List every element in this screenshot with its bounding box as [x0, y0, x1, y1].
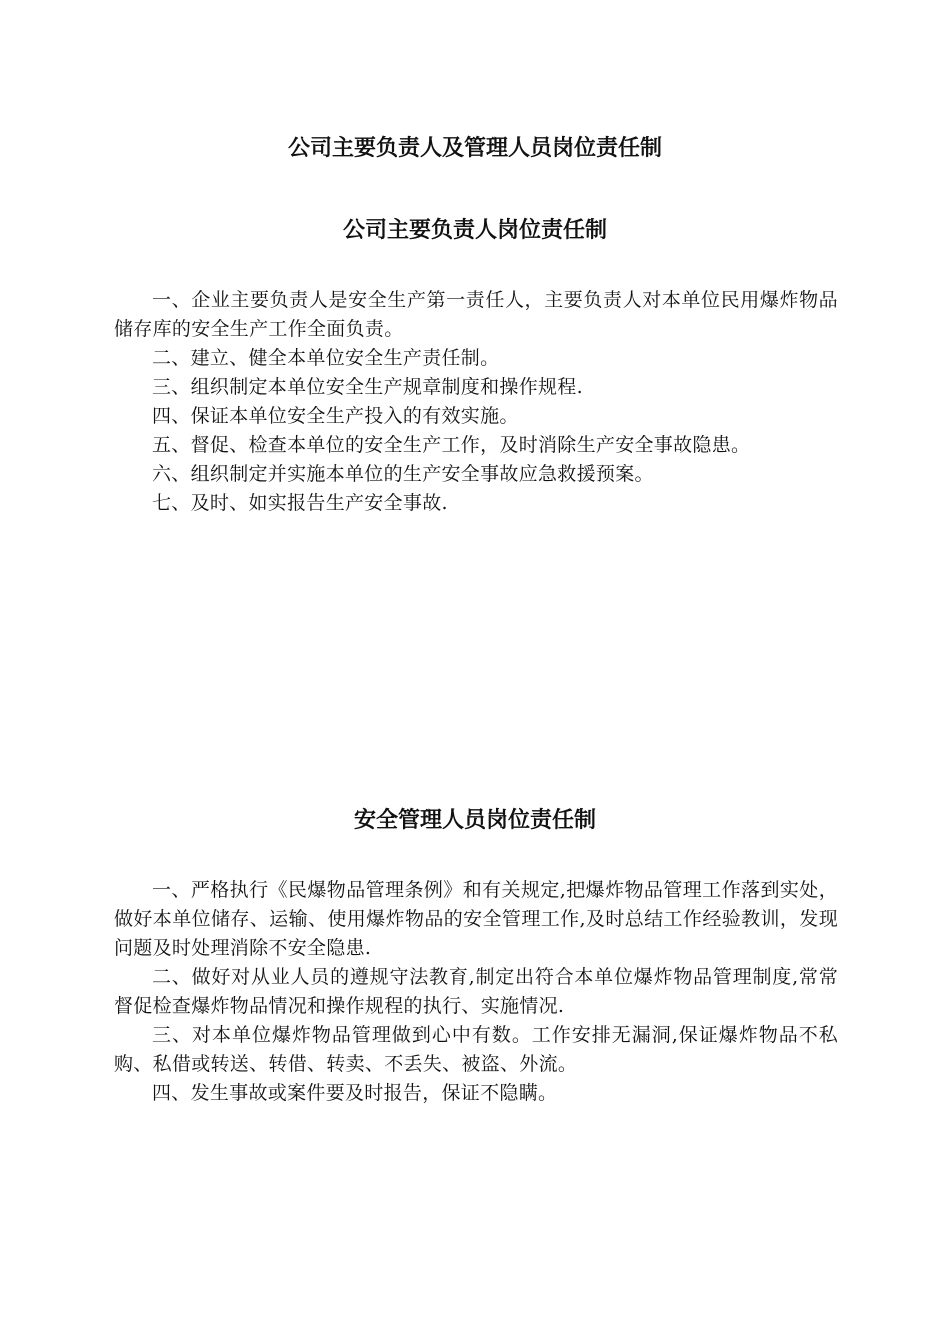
paragraph: 一、严格执行《民爆物品管理条例》和有关规定,把爆炸物品管理工作落到实处，做好本单位储存、运输、使用爆炸物品的安全管理工作,及时总结工作经验教训，发现问题及时处理消除不安全隐患.	[114, 879, 838, 959]
paragraph: 二、做好对从业人员的遵规守法教育,制定出符合本单位爆炸物品管理制度,常常督促检查爆炸物品情况和操作规程的执行、实施情况.	[114, 966, 838, 1017]
paragraph: 一、企业主要负责人是安全生产第一责任人，主要负责人对本单位民用爆炸物品储存库的安全生产工作全面负责。	[114, 289, 838, 340]
paragraph: 三、对本单位爆炸物品管理做到心中有数。工作安排无漏洞,保证爆炸物品不私购、私借或转送、转借、转卖、不丢失、被盗、外流。	[114, 1024, 838, 1075]
section-safety-manager-duties	[114, 876, 838, 1108]
paragraph: 七、及时、如实报告生产安全事故.	[152, 492, 448, 514]
paragraph: 二、建立、健全本单位安全生产责任制。	[152, 347, 500, 369]
paragraph: 四、发生事故或案件要及时报告，保证不隐瞒。	[152, 1082, 558, 1104]
section-principal-duties	[114, 286, 838, 518]
paragraph: 六、组织制定并实施本单位的生产安全事故应急救援预案。	[152, 463, 654, 485]
paragraph: 五、督促、检查本单位的安全生产工作，及时消除生产安全事故隐患。	[152, 434, 751, 456]
paragraph: 三、组织制定本单位安全生产规章制度和操作规程.	[152, 376, 583, 398]
document-title: 公司主要负责人及管理人员岗位责任制	[287, 136, 662, 161]
section-title-safety-manager: 安全管理人员岗位责任制	[353, 808, 596, 833]
paragraph: 四、保证本单位安全生产投入的有效实施。	[152, 405, 519, 427]
section-title-principal: 公司主要负责人岗位责任制	[342, 218, 607, 243]
